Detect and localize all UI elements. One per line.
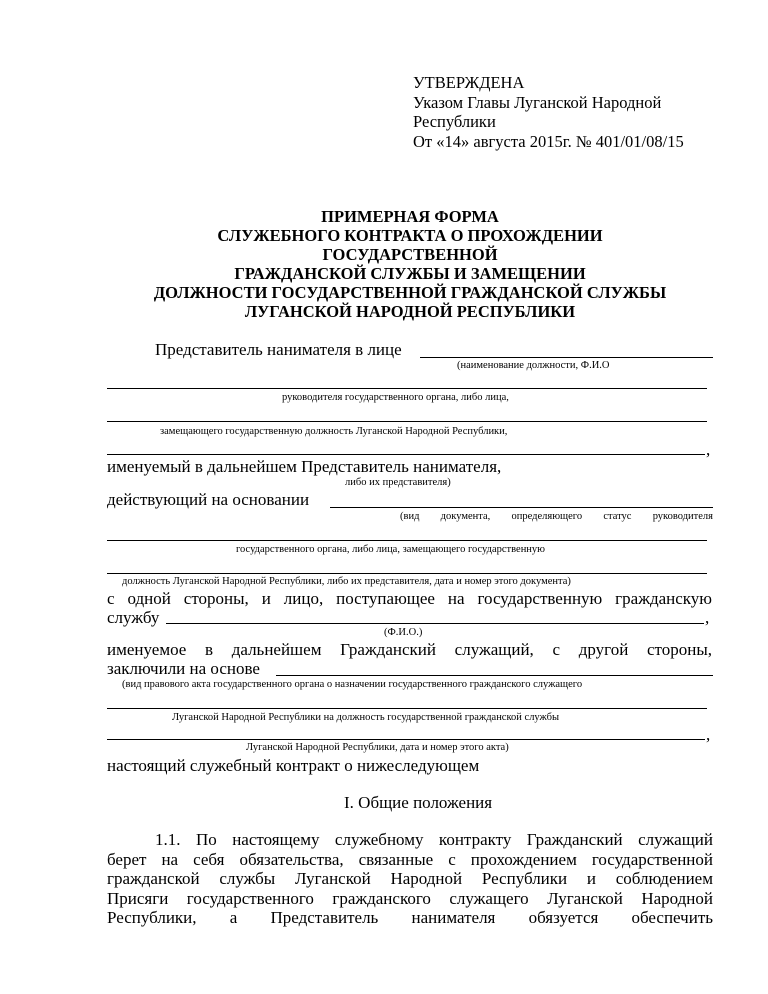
p1-line-5: Республики, а Представитель нанимателя обязуется обеспечить [107, 908, 713, 928]
comma-2: , [705, 608, 710, 627]
hint-state-body: государственного органа, либо лица, замещающего государственную [236, 544, 546, 555]
fill-line-head[interactable] [107, 388, 707, 389]
paragraph-1-1 [107, 830, 713, 928]
rep-label: Представитель нанимателя в лице [155, 340, 402, 359]
approval-block [413, 73, 684, 151]
one-side-text: с одной стороны, и лицо, поступающее на государственную гражданскую [107, 589, 712, 608]
named-servant: именуемое в дальнейшем Гражданский служащий, с другой стороны, [107, 640, 712, 659]
service-fill-line[interactable] [166, 623, 704, 624]
title-line-1: ПРИМЕРНАЯ ФОРМА [321, 207, 499, 226]
p1-line-2: берет на себя обязательства, связанные с прохождением государственной [107, 849, 713, 869]
comma-1: , [706, 440, 711, 459]
p1-line-4: Присяги государственного гражданского служащего Луганской Народной [107, 888, 713, 908]
title-line-2: СЛУЖЕБНОГО КОНТРАКТА О ПРОХОЖДЕНИИ [217, 226, 603, 245]
acting-label: действующий на основании [107, 490, 310, 509]
service-label: службу [107, 608, 160, 627]
this-contract: настоящий служебный контракт о нижеследующем [107, 756, 480, 775]
hint-replacing: замещающего государственную должность Луганской Народной Республики, [160, 426, 508, 437]
hint-lnr-position: Луганской Народной Республики на должность государственной гражданской службы [172, 712, 560, 723]
approval-line-1: УТВЕРЖДЕНА [413, 73, 525, 92]
fill-line-replacing[interactable] [107, 421, 707, 422]
fill-line-lnr-date[interactable] [107, 739, 705, 740]
acting-fill-line[interactable] [330, 507, 713, 508]
title-line-4: ГРАЖДАНСКОЙ СЛУЖБЫ И ЗАМЕЩЕНИИ [234, 264, 586, 283]
p1-line-3: гражданской службы Луганской Народной Республики и соблюдением [107, 869, 713, 889]
concluded-fill-line[interactable] [276, 675, 713, 676]
section-heading: I. Общие положения [344, 793, 493, 812]
approval-line-2: Указом Главы Луганской Народной [413, 92, 662, 112]
comma-3: , [706, 725, 711, 744]
approval-line-3: Республики [413, 112, 496, 131]
fill-line-position-lnr[interactable] [107, 573, 707, 574]
approval-line-4: От «14» августа 2015г. № 401/01/08/15 [413, 131, 684, 151]
hint-act: (вид правового акта государственного органа о назначении государственного гражданского служащего [122, 679, 583, 690]
hint-lnr-date: Луганской Народной Республики, дата и номер этого акта) [246, 742, 509, 753]
p1-line-1: 1.1. По настоящему служебному контракту Гражданский служащий [155, 830, 713, 849]
hint-doc: (вид документа, определяющего статус руководителя [400, 511, 713, 522]
title-line-3: ГОСУДАРСТВЕННОЙ [322, 245, 498, 264]
fill-line-lnr-position[interactable] [107, 708, 707, 709]
concluded-label: заключили на основе [107, 659, 260, 678]
hint-fio: (Ф.И.О.) [384, 627, 423, 638]
hint-head: руководителя государственного органа, либо лица, [282, 392, 509, 403]
hint-position-lnr: должность Луганской Народной Республики, либо их представителя, дата и номер этого документа) [122, 576, 571, 587]
hint-or-rep: либо их представителя) [345, 477, 451, 488]
fill-line-state-body[interactable] [107, 540, 707, 541]
title-line-6: ЛУГАНСКОЙ НАРОДНОЙ РЕСПУБЛИКИ [244, 302, 576, 321]
rep-fill-line[interactable] [420, 357, 713, 358]
title-line-5: ДОЛЖНОСТИ ГОСУДАРСТВЕННОЙ ГРАЖДАНСКОЙ СЛУЖБЫ [153, 283, 667, 302]
hint-position: (наименование должности, Ф.И.О [457, 360, 610, 371]
fill-line-rep-end[interactable] [107, 454, 705, 455]
named-rep: именуемый в дальнейшем Представитель нанимателя, [107, 457, 502, 476]
document-title [100, 207, 720, 321]
